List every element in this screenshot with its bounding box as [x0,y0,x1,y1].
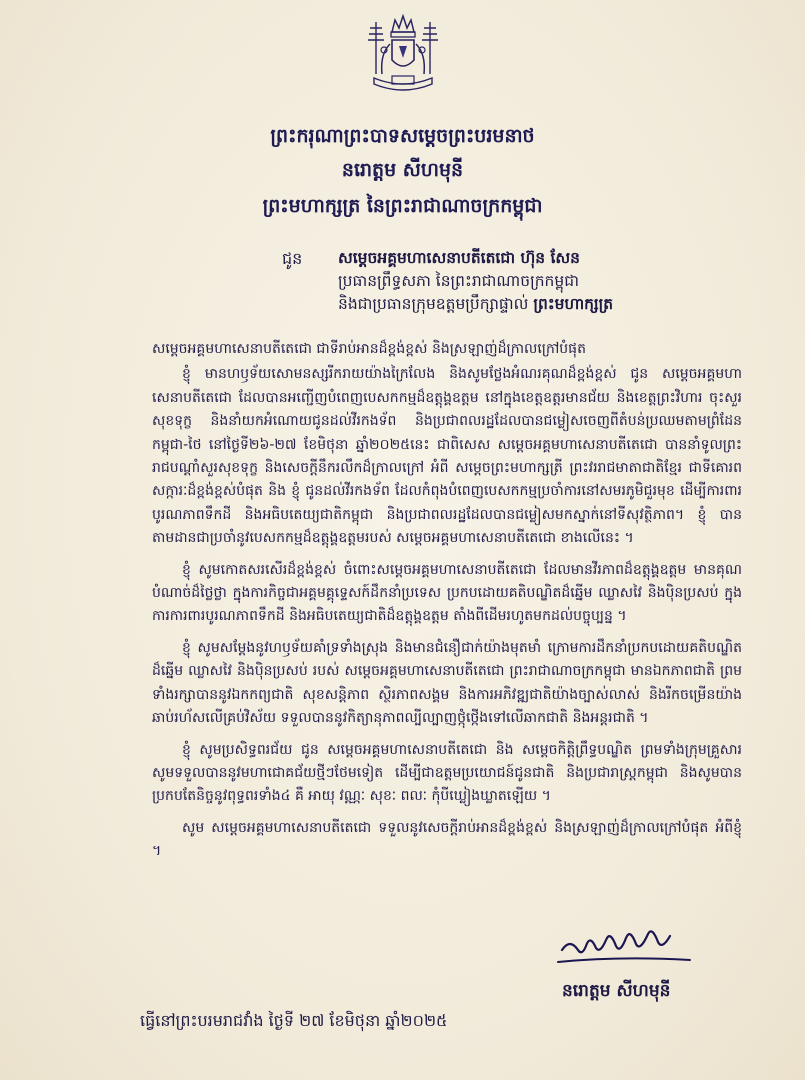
recipient-label: ជូន [282,249,303,268]
salutation: សម្តេចអគ្គមហាសេនាបតីតេជោ ជាទីរាប់អានដ៏ខ្ពង់ខ្ពស់ និងស្រឡាញ់ដ៏ក្រាលក្រៅបំផុត [152,341,586,357]
body-paragraph: ខ្ញុំ មានហឫទ័យសោមនស្សរីករាយយ៉ាងក្រៃលែង និងសូមថ្លែងអំណរគុណដ៏ខ្ពង់ខ្ពស់ ជូន សម្តេចអគ្គមហាសេនាបតីតេជោ ដែលបានអញ្ជើញបំពេញបេសកកម្មដ៏ឧត្តុង្គឧត្តម នៅក្នុងខេត្តឧត្តរមានជ័យ និងខេត្តព្រះវិហារ ចុះសួរសុខទុក្ខ និងនាំយកអំណោយជូនដល់វីរកងទ័ព និងប្រជាពលរដ្ឋដែលបានជម្លៀសចេញពីតំបន់ប្រឈមតាមព្រំដែនកម្ពុជា-ថៃ នៅថ្ងៃទី២៦-២៧ ខែមិថុនា ឆ្នាំ២០២៥នេះ ជាពិសេស សម្តេចអគ្គមហាសេនាបតីតេជោ បាននាំទូលព្រះរាជបណ្តាំសួរសុខទុក្ខ និងសេចក្តីនឹករលឹកដ៏ក្រាលក្រៅ អំពី សម្តេចព្រះមហាក្សត្រី ព្រះវររាជមាតាជាតិខ្មែរ ជាទីគោរពសក្ការៈដ៏ខ្ពង់ខ្ពស់បំផុត និង ខ្ញុំ ជូនដល់វីរកងទ័ព ដែលកំពុងបំពេញបេសកកម្មប្រចាំការនៅសមរភូមិជួរមុខ ដើម្បីការពារបូរណភាពទឹកដី និងអធិបតេយ្យជាតិកម្ពុជា និងប្រជាពលរដ្ឋដែលបានជម្លៀសមកស្នាក់នៅទីសុវត្ថិភាព។ ខ្ញុំ បានតាមដានជាប្រចាំនូវបេសកកម្មដ៏ឧត្តុង្គឧត្តមរបស់ សម្តេចអគ្គមហាសេនាបតីតេជោ ខាងលើនេះ ។ [152,366,742,547]
recipient-role [338,294,613,317]
body-paragraph: ខ្ញុំ សូមប្រសិទ្ធពរជ័យ ជូន សម្តេចអគ្គមហាសេនាបតីតេជោ និង សម្តេចកិត្តិព្រឹទ្ធបណ្ឌិត ព្រមទាំងក្រុមគ្រួសារ សូមទទួលបាននូវមហាជោគជ័យថ្មីៗថែមទៀត ដើម្បីជាឧត្តមប្រយោជន៍ជូនជាតិ និងប្រជារាស្ត្រកម្ពុជា និងសូមបានប្រកបតែនិច្ចនូវពុទ្ធពរទាំង៤ គឺ អាយុ វណ្ណៈ សុខៈ ពលៈ កុំបីឃ្លៀងឃ្លាតឡើយ ។ [152,741,742,805]
header-king-name: នរោត្តម សីហមុនី [341,159,464,181]
recipient-role-text: និងជាប្រធានក្រុមឧត្តមប្រឹក្សាផ្ទាល់ [338,295,534,313]
recipient-role-bold: ព្រះមហាក្សត្រ [533,295,614,313]
recipient-name: សម្តេចអគ្គមហាសេនាបតីតេជោ ហ៊ុន សែន [338,249,581,267]
closing-paragraph: សូម សម្តេចអគ្គមហាសេនាបតីតេជោ ទទួលនូវសេចក្តីរាប់អានដ៏ខ្ពង់ខ្ពស់ និងស្រឡាញ់ដ៏ក្រាលក្រៅបំផុត អំពីខ្ញុំ ។ [152,819,742,860]
signatory-name: នរោត្តម សីហមុនី [562,981,671,1001]
body-paragraph: ខ្ញុំ សូមកោតសរសើរដ៏ខ្ពង់ខ្ពស់ ចំពោះសម្តេចអគ្គមហាសេនាបតីតេជោ ដែលមានវីរភាពដ៏ឧត្តុង្គឧត្តម មានគុណបំណាច់ដ៏ថ្លៃថ្លា ក្នុងការកិច្ចជាអគ្គមគ្គុទ្ទេសក៍ដឹកនាំប្រទេស ប្រកបដោយគតិបណ្ឌិតដ៏ឆ្នើម ឈ្លាសវៃ និងប៉ិនប្រសប់ ក្នុងការការពារបូរណភាពទឹកដី និងអធិបតេយ្យជាតិដ៏ឧត្តុង្គឧត្តម តាំងពីដើមរហូតមកដល់បច្ចុប្បន្ន ។ [152,561,742,625]
recipient-title: ប្រធានព្រឹទ្ធសភា នៃព្រះរាជាណាចក្រកម្ពុជា [338,272,579,290]
date-line: ធ្វើនៅព្រះបរមរាជវាំង ថ្ងៃទី ២៧ ខែមិថុនា ឆ្នាំ២០២៥ [140,1011,448,1030]
header-title-line: ព្រះករុណាព្រះបាទសម្តេចព្រះបរមនាថ [270,125,535,147]
body-paragraph: ខ្ញុំ សូមសម្តែងនូវហឫទ័យគាំទ្រទាំងស្រុង និងមានជំនឿជាក់យ៉ាងមុតមាំ ក្រោមការដឹកនាំប្រកបដោយគតិបណ្ឌិតដ៏ឆ្នើម ឈ្លាសវៃ និងប៉ិនប្រសប់ របស់ សម្តេចអគ្គមហាសេនាបតីតេជោ ព្រះរាជាណាចក្រកម្ពុជា មានឯកភាពជាតិ ព្រមទាំងរក្សាបាននូវឯកកព្យជាតិ សុខសន្តិភាព ស្ថិរភាពសង្គម និងការអភិវឌ្ឍជាតិយ៉ាងច្បាស់លាស់ និងរីកចម្រើនយ៉ាងឆាប់រហ័សលើគ្រប់វិស័យ ទទួលបាននូវកិត្យានុភាពល្បីល្បាញថ្កុំថ្កើងទៅលើឆាកជាតិ និងអន្តរជាតិ ។ [152,639,742,727]
handwritten-signature-icon [550,920,700,970]
royal-emblem-icon [362,14,444,100]
letter-body [152,338,742,872]
header-kingdom-line: ព្រះមហាក្សត្រ នៃព្រះរាជាណាចក្រកម្ពុជា [262,195,543,217]
